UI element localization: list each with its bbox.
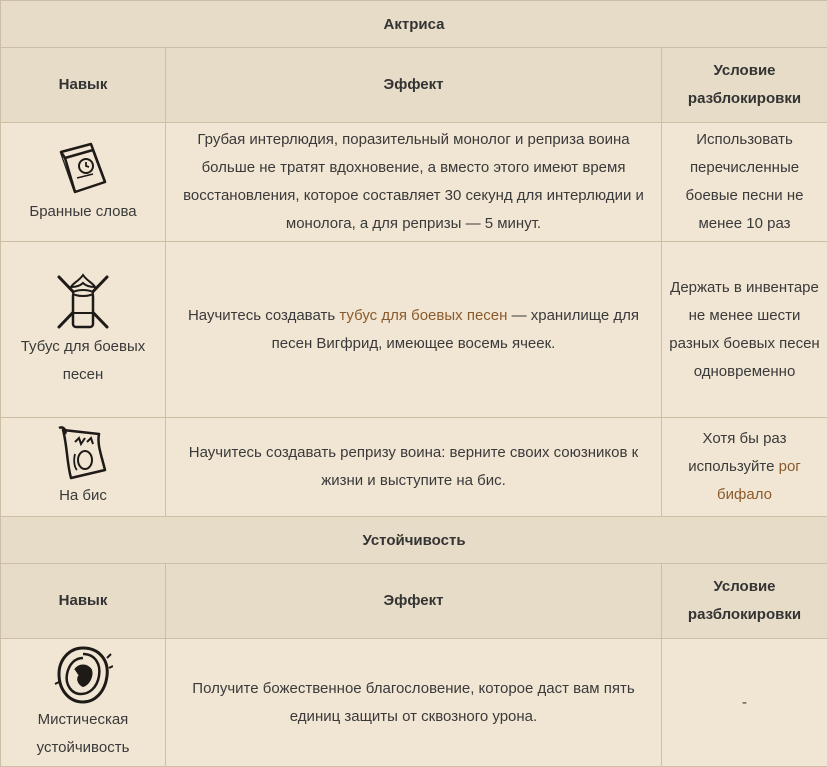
- unlock-cell: Использовать перечисленные боевые песни не менее 10 раз: [662, 123, 827, 242]
- skill-name: На бис: [7, 482, 159, 510]
- column-header-unlock: Условие разблокировки: [662, 48, 827, 123]
- section-title: Актриса: [1, 1, 827, 48]
- beefalo-horn-link[interactable]: рог бифало: [717, 458, 801, 503]
- unlock-cell: -: [662, 639, 827, 767]
- section-header: [1, 517, 827, 564]
- unlock-cell: Держать в инвентаре не менее шести разных боевых песен одновременно: [662, 242, 827, 418]
- column-header-effect: Эффект: [166, 48, 662, 123]
- skill-cell: [1, 418, 166, 517]
- scroll-icon: [53, 424, 113, 482]
- table-row: [1, 123, 827, 242]
- section-title: Устойчивость: [1, 517, 827, 564]
- column-header-skill: Навык: [1, 564, 166, 639]
- effect-cell: Научитесь создавать тубус для боевых песен — хранилище для песен Вигфрид, имеющее восемь ячеек.: [166, 242, 662, 418]
- column-header-skill: Навык: [1, 48, 166, 123]
- skill-cell: [1, 639, 166, 767]
- skill-name: Бранные слова: [7, 198, 159, 226]
- unlock-cell: Хотя бы раз используйте рог бифало: [662, 418, 827, 517]
- table-row: [1, 242, 827, 418]
- skill-name: Мистическая устойчивость: [7, 706, 159, 762]
- skill-name: Тубус для боевых песен: [7, 333, 159, 389]
- column-header-row: [1, 564, 827, 639]
- songbook-tube-icon: [53, 271, 113, 333]
- table-row: [1, 639, 827, 767]
- effect-cell: Получите божественное благословение, которое даст вам пять единиц защиты от сквозного урона.: [166, 639, 662, 767]
- column-header-unlock: Условие разблокировки: [662, 564, 827, 639]
- skill-cell: [1, 242, 166, 418]
- shield-spiral-icon: [53, 644, 113, 706]
- column-header-effect: Эффект: [166, 564, 662, 639]
- book-icon: [53, 138, 113, 198]
- effect-cell: Научитесь создавать репризу воина: верните своих союзников к жизни и выступите на бис.: [166, 418, 662, 517]
- table-row: [1, 418, 827, 517]
- effect-cell: Грубая интерлюдия, поразительный монолог и реприза воина больше не тратят вдохновение, а вместо этого имеют время восстановления, которое составляет 30 секунд для интерлюдии и монолога, а для репризы — 5 минут.: [166, 123, 662, 242]
- skill-cell: [1, 123, 166, 242]
- songbook-tube-link[interactable]: тубус для боевых песен: [339, 307, 507, 324]
- column-header-row: [1, 48, 827, 123]
- section-header: [1, 1, 827, 48]
